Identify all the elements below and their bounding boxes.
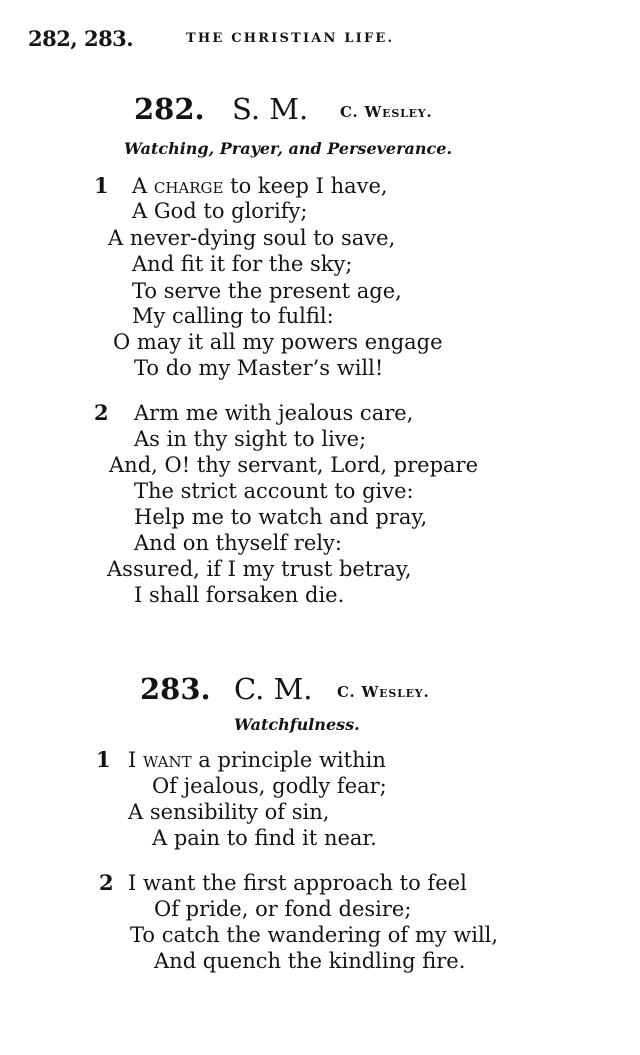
running-header (28, 26, 620, 50)
verse-line: To serve the present age, (132, 279, 402, 303)
verse-line: And, O! thy servant, Lord, prepare (109, 453, 479, 477)
verse-line: To catch the wandering of my will, (130, 923, 499, 947)
hymn-meter: S. M. (232, 92, 309, 126)
hymn-subtitle: Watchfulness. (234, 715, 360, 734)
verse-line: A never-dying soul to save, (108, 226, 396, 250)
verse-line: Help me to watch and pray, (134, 505, 428, 529)
verse-line: As in thy sight to live; (134, 427, 367, 451)
hymn-author: C. Wesley. (337, 683, 430, 701)
hymn-282-heading (0, 92, 640, 132)
hymn-subtitle: Watching, Prayer, and Perseverance. (124, 139, 453, 158)
verse-number: 1 (96, 747, 111, 772)
verse-line: A charge to keep I have, (132, 174, 388, 198)
hymn-283-heading (0, 672, 640, 712)
verse-line: I want a principle within (128, 748, 386, 772)
verse-line: And on thyself rely: (134, 531, 342, 555)
verse-number: 1 (94, 173, 109, 198)
verse-line: I shall forsaken die. (134, 583, 345, 607)
hymn-number: 282. (134, 92, 205, 126)
verse-line: A sensibility of sin, (128, 800, 330, 824)
verse-line: Assured, if I my trust betray, (107, 557, 412, 581)
verse-line: The strict account to give: (134, 479, 414, 503)
verse-line: My calling to fulfil: (132, 304, 334, 328)
verse-line: I want the first approach to feel (128, 871, 467, 895)
verse-line: And fit it for the sky; (132, 252, 353, 276)
verse-line: Of jealous, godly fear; (152, 774, 387, 798)
verse-line: A pain to find it near. (152, 826, 377, 850)
running-title: THE CHRISTIAN LIFE. (186, 31, 395, 46)
verse-number: 2 (94, 400, 109, 425)
verse-line: To do my Master’s will! (134, 356, 384, 380)
page-numbers: 282, 283. (28, 26, 134, 51)
verse-number: 2 (99, 870, 114, 895)
verse-line: Arm me with jealous care, (134, 401, 414, 425)
hymn-author: C. Wesley. (340, 103, 433, 121)
hymn-meter: C. M. (234, 672, 313, 706)
verse-line: A God to glorify; (132, 199, 308, 223)
verse-line: O may it all my powers engage (113, 330, 443, 354)
verse-line: Of pride, or fond desire; (154, 897, 412, 921)
hymn-number: 283. (140, 672, 211, 706)
verse-line: And quench the kindling fire. (154, 949, 466, 973)
